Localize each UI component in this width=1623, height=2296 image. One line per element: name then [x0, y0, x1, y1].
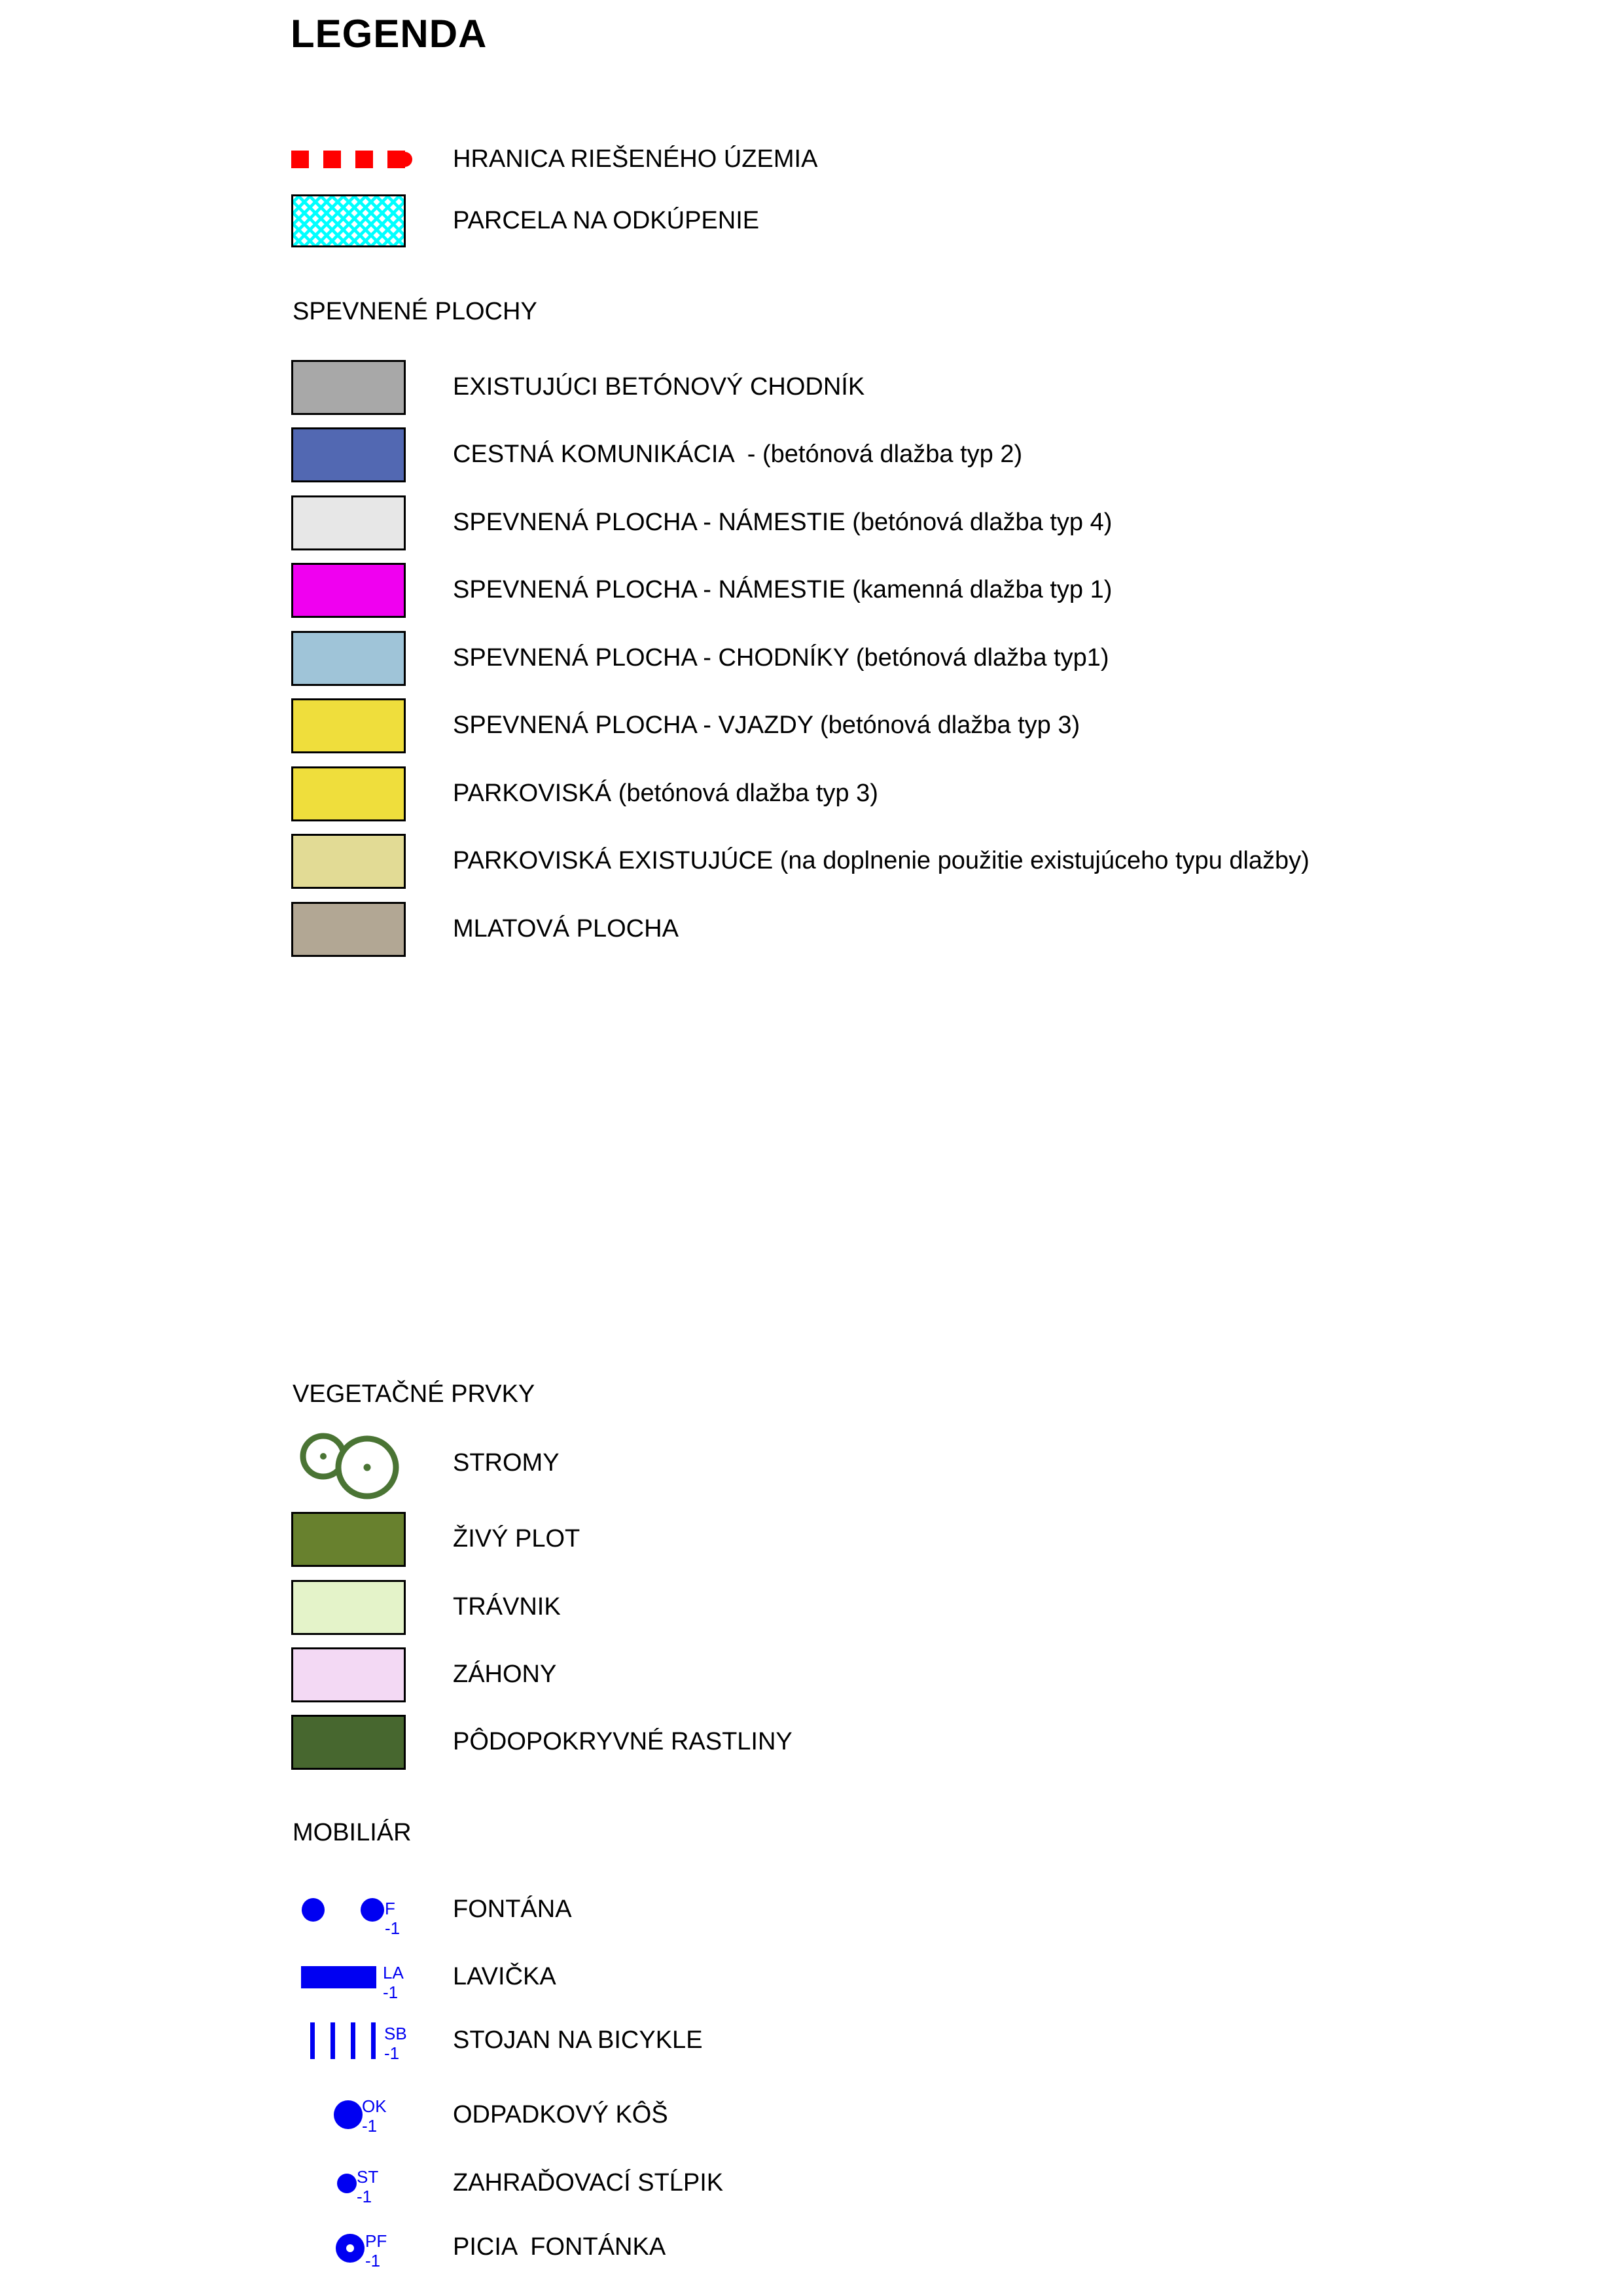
- section-header-paved: SPEVNENÉ PLOCHY: [293, 298, 537, 325]
- legend-item-label: ZAHRAĎOVACÍ STĹPIK: [453, 2169, 724, 2197]
- section-header-vegetation: VEGETAČNÉ PRVKY: [293, 1380, 535, 1408]
- bench-icon: [291, 1954, 406, 2001]
- furniture-item-bike-rack: [291, 2017, 703, 2064]
- vegetation-item-2: [291, 1647, 556, 1702]
- legend-item-parcel: [291, 194, 759, 247]
- boundary-dashed-line-icon: [291, 151, 406, 168]
- page-title: LEGENDA: [291, 12, 488, 56]
- drinking-fountain-icon: [291, 2224, 406, 2271]
- red-dash-nub: [397, 152, 412, 167]
- color-swatch: [291, 1580, 406, 1635]
- symbol-index: -1: [365, 2250, 381, 2270]
- fountain-dot: [361, 1898, 384, 1922]
- color-swatch: [291, 766, 406, 821]
- red-dash-rounded-end: [387, 151, 405, 168]
- furniture-item-bollard: [291, 2160, 723, 2207]
- color-swatch: [291, 563, 406, 618]
- color-swatch: [291, 1715, 406, 1770]
- trash-bin-icon: [291, 2092, 406, 2139]
- symbol-code-text: F: [385, 1899, 395, 1918]
- furniture-item-fountain: [291, 1886, 572, 1938]
- symbol-code: [362, 2097, 387, 2136]
- color-swatch: [291, 495, 406, 550]
- color-swatch: [291, 902, 406, 957]
- legend-item-label: PARKOVISKÁ EXISTUJÚCE (na doplnenie použitie existujúceho typu dlažby): [453, 847, 1310, 875]
- paved-item-0: [291, 360, 865, 415]
- legend-item-label: EXISTUJÚCI BETÓNOVÝ CHODNÍK: [453, 373, 865, 401]
- legend-item-label: FONTÁNA: [453, 1895, 572, 1924]
- bike-rack-icon: [291, 2017, 406, 2064]
- parcel-hatch-swatch: [291, 194, 406, 247]
- color-swatch: [291, 1512, 406, 1567]
- symbol-code-text: ST: [357, 2167, 379, 2187]
- vegetation-item-0: [291, 1512, 580, 1567]
- legend-item-label: TRÁVNIK: [453, 1593, 561, 1621]
- fountain-icon: [291, 1886, 406, 1938]
- legend-item-label: HRANICA RIEŠENÉHO ÚZEMIA: [453, 145, 818, 173]
- legend-item-label: MLATOVÁ PLOCHA: [453, 915, 679, 943]
- paved-item-1: [291, 427, 1022, 482]
- legend-item-label: CESTNÁ KOMUNIKÁCIA - (betónová dlažba typ 2): [453, 440, 1023, 469]
- vegetation-item-3: [291, 1715, 793, 1770]
- legend-item-label: STROMY: [453, 1449, 560, 1477]
- paved-item-7: [291, 834, 1310, 889]
- symbol-code: [365, 2232, 387, 2271]
- legend-item-label: SPEVNENÁ PLOCHA - NÁMESTIE (kamenná dlažba typ 1): [453, 576, 1113, 604]
- symbol-code: [385, 1899, 400, 1939]
- bench-rect: [301, 1966, 376, 1988]
- symbol-index: -1: [362, 2115, 378, 2136]
- paved-item-3: [291, 563, 1112, 618]
- trees-icon: [291, 1427, 406, 1500]
- legend-item-label: LAVIČKA: [453, 1963, 556, 1991]
- legend-item-label: SPEVNENÁ PLOCHA - VJAZDY (betónová dlažba typ 3): [453, 711, 1080, 740]
- symbol-index: -1: [384, 2043, 400, 2063]
- parcel-pattern-icon: [293, 196, 404, 245]
- red-dash: [323, 151, 341, 168]
- legend-item-label: SPEVNENÁ PLOCHA - CHODNÍKY (betónová dlažba typ1): [453, 644, 1109, 672]
- furniture-item-trash-bin: [291, 2092, 668, 2139]
- section-header-furniture: MOBILIÁR: [293, 1819, 412, 1846]
- legend-item-label: ZÁHONY: [453, 1660, 557, 1689]
- paved-item-5: [291, 698, 1080, 753]
- color-swatch: [291, 631, 406, 686]
- legend-item-label: ŽIVÝ PLOT: [453, 1525, 580, 1553]
- legend-item-label: PÔDOPOKRYVNÉ RASTLINY: [453, 1728, 793, 1756]
- color-swatch: [291, 834, 406, 889]
- furniture-item-drinking-fountain: [291, 2224, 666, 2271]
- symbol-index: -1: [385, 1918, 401, 1938]
- paved-item-4: [291, 631, 1109, 686]
- fountain-dot: [302, 1898, 325, 1922]
- vegetation-item-1: [291, 1580, 561, 1635]
- red-dash: [291, 151, 309, 168]
- symbol-code-text: OK: [362, 2096, 387, 2116]
- color-swatch: [291, 698, 406, 753]
- bike-rack-bar: [371, 2022, 376, 2059]
- red-dash: [355, 151, 373, 168]
- legend-item-label: PARKOVISKÁ (betónová dlažba typ 3): [453, 780, 878, 808]
- color-swatch: [291, 360, 406, 415]
- symbol-code: [357, 2168, 378, 2207]
- legend-item-label: PARCELA NA ODKÚPENIE: [453, 206, 760, 234]
- legend-item-label: STOJAN NA BICYKLE: [453, 2026, 703, 2054]
- trash-bin-dot: [334, 2100, 363, 2129]
- bollard-icon: [291, 2160, 406, 2207]
- legend-item-label: SPEVNENÁ PLOCHA - NÁMESTIE (betónová dlažba typ 4): [453, 509, 1113, 537]
- paved-item-6: [291, 766, 878, 821]
- paved-item-8: [291, 902, 679, 957]
- color-swatch: [291, 427, 406, 482]
- vegetation-item-trees: [291, 1427, 560, 1500]
- color-swatch: [291, 1647, 406, 1702]
- drinking-fountain-dot: [336, 2234, 365, 2263]
- symbol-code: [384, 2024, 407, 2064]
- drinking-fountain-hole: [346, 2244, 354, 2252]
- legend-item-boundary: [291, 145, 817, 174]
- bike-rack-bar: [351, 2022, 355, 2059]
- bollard-dot: [337, 2174, 357, 2193]
- legend-item-label: ODPADKOVÝ KÔŠ: [453, 2101, 668, 2129]
- bike-rack-bar: [330, 2022, 335, 2059]
- symbol-index: -1: [383, 1982, 399, 2002]
- symbol-index: -1: [357, 2186, 372, 2206]
- symbol-code-text: LA: [383, 1963, 404, 1982]
- paved-item-2: [291, 495, 1112, 550]
- furniture-item-bench: [291, 1954, 556, 2001]
- symbol-code-text: SB: [384, 2024, 407, 2043]
- symbol-code: [383, 1964, 404, 2003]
- bike-rack-bar: [310, 2022, 315, 2059]
- legend-item-label: PICIA FONTÁNKA: [453, 2233, 666, 2261]
- symbol-code-text: PF: [365, 2231, 387, 2251]
